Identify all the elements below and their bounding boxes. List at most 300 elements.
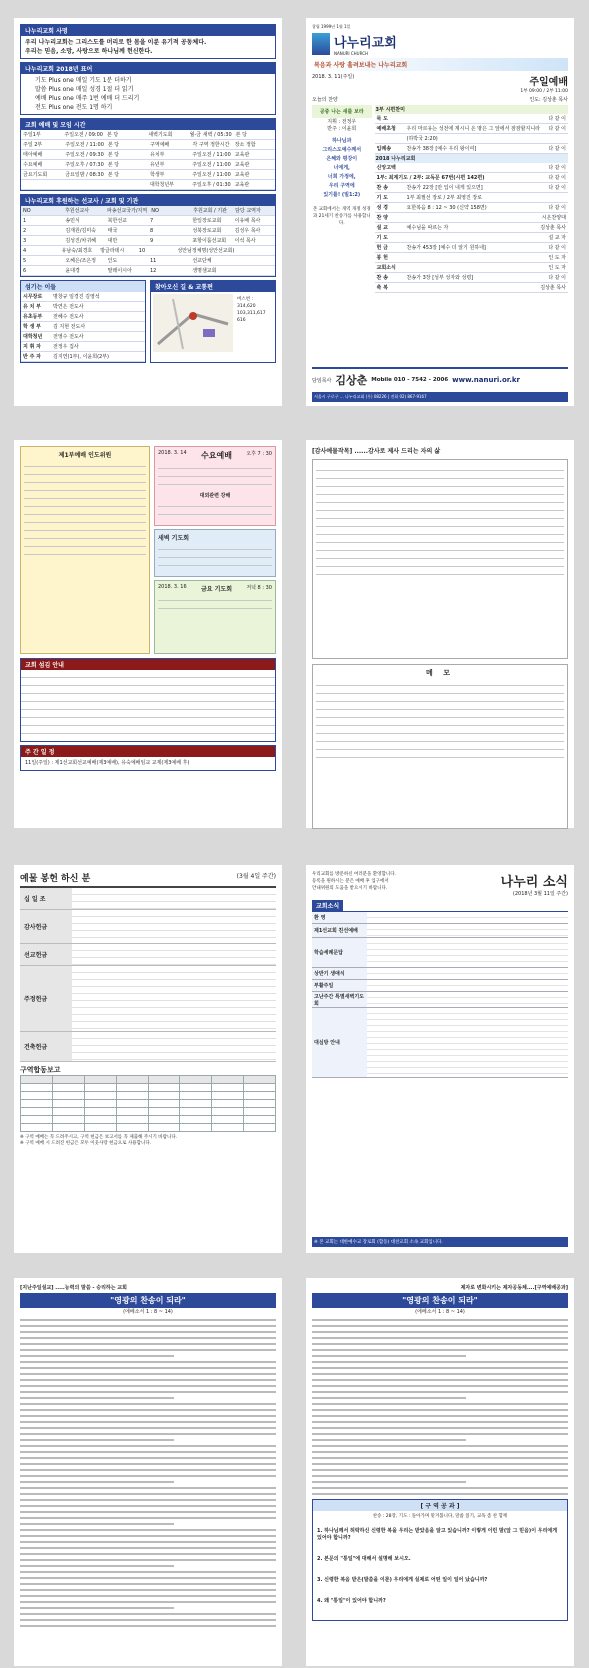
partners-header [21, 206, 275, 216]
worship-cell [63, 184, 105, 186]
order-item: 성 경 [376, 205, 388, 211]
partner-cell: 선교단체 [192, 258, 212, 264]
worship-cell [21, 184, 63, 186]
worship-cell: 유치부 [150, 152, 165, 158]
worship-cell: 주일오전 / 09:00 [64, 132, 103, 138]
partners-head-cell: NO [23, 207, 31, 214]
tagline: 복음과 사랑 흘려보내는 나누리교회 [312, 58, 568, 71]
order-item: 헌 금 [376, 245, 388, 251]
text-line [312, 1457, 568, 1459]
blurb-line: 있기를! (빌1:2) [323, 192, 361, 198]
order-person: 시온찬양대 [541, 215, 566, 221]
partner-cell [233, 260, 275, 262]
order-person: 다 같 이 [548, 116, 566, 122]
partner-cell: 송민식 [65, 218, 80, 224]
news-item [312, 992, 568, 1008]
lesson-label: 제자로 변화시키는 제자공동체....[구역예배공과] [460, 1285, 568, 1291]
news-date: (2018년 3월 11일 주간) [512, 891, 568, 897]
partner-cell: 김성우 목사 [234, 228, 261, 234]
pastor-name: 김상춘 [335, 374, 368, 387]
worship-cell: 본 당 [107, 172, 120, 178]
order-item [375, 138, 405, 140]
text-line [312, 1475, 568, 1477]
offering-category [20, 888, 276, 910]
partner-cell: 오혜은/조은정 [65, 258, 96, 264]
order-row [375, 173, 568, 183]
worship-cell: 각 구역 정한시간 [192, 142, 230, 148]
text-line [312, 1343, 568, 1345]
partner-cell: 11 [149, 257, 157, 264]
text-line [312, 1325, 568, 1327]
news-item-body [367, 912, 568, 923]
blurb-line: 은혜와 평강이 [326, 156, 358, 162]
left-foot: 본 교회에서는 개역 개정 성경과 21세기 찬송가를 사용합니다. [312, 207, 371, 226]
memo-box[interactable] [312, 664, 568, 829]
news-item [312, 924, 568, 938]
order-item: 찬 송 [376, 275, 388, 281]
order-person: 다 같 이 [548, 245, 566, 251]
text-line [20, 1355, 174, 1357]
news-item-label: 부활주일 [312, 980, 367, 991]
order-row [375, 114, 568, 124]
dawn2-title: 새벽 기도회 [158, 535, 190, 542]
order-row [375, 243, 568, 253]
text-line [20, 1595, 276, 1597]
text-line [312, 1463, 568, 1465]
staff-row [21, 322, 145, 332]
order-person: 다 같 이 [548, 165, 566, 171]
partner-cell: 유남숙/최경호 [61, 248, 93, 254]
text-line [20, 1319, 276, 1321]
partner-cell: 1 [23, 217, 27, 224]
text-line [20, 1385, 276, 1387]
order-item: 기 도 [376, 235, 388, 241]
text-line [20, 1541, 276, 1543]
order-detail: 1부 최필선 장로 / 2부 최영진 장로 [406, 195, 483, 201]
order-row [375, 213, 568, 223]
partner-row [21, 236, 275, 246]
worship-row [21, 130, 275, 140]
text-line [312, 1445, 568, 1447]
offering-category-label: 십 일 조 [20, 888, 72, 909]
staff-row [21, 342, 145, 352]
text-line [312, 1367, 568, 1369]
text-line [312, 1403, 568, 1405]
partner-cell: 한일장로교회 [192, 218, 222, 224]
news-item-body [367, 968, 568, 979]
worship-row [21, 170, 275, 180]
text-line [312, 1349, 568, 1351]
offering-category-label: 감사헌금 [20, 910, 72, 943]
text-line [312, 1451, 568, 1453]
staff-names: 김지연(1부), 이윤희(2부) [53, 354, 109, 360]
worship-cell: 수요예배 [23, 162, 43, 168]
text-line [20, 1439, 174, 1441]
order-person: 다 같 이 [548, 146, 566, 152]
offering-names [72, 944, 276, 965]
partner-row [21, 256, 275, 266]
offering-names [72, 1032, 276, 1061]
text-line [312, 1415, 568, 1417]
staff-role: 유 치 부 [23, 304, 41, 310]
partner-cell: 성안님정체명(성안선교회) [177, 248, 235, 254]
worship-cell: 본 당 [107, 162, 120, 168]
order-item: 묵 도 [376, 116, 388, 122]
offering-category-label: 선교헌금 [20, 944, 72, 965]
text-line [20, 1337, 276, 1339]
order1-label: 3부 시편찬미 [375, 105, 568, 114]
worship-cell: 새벽기도회 [148, 132, 173, 138]
news-item-body [367, 924, 568, 937]
news-item-label: 상반기 생애식 [312, 968, 367, 979]
order-detail: 요한복음 8 : 12 ~ 30 (신약 158면) [406, 205, 487, 211]
partner-cell: 7 [149, 217, 154, 224]
worship-times-title: 교회 예배 및 모임 시간 [21, 119, 275, 130]
staff-title: 섬기는 이들 [21, 281, 145, 292]
text-line [312, 1355, 466, 1357]
partner-cell: 방글라데시 [100, 248, 125, 254]
worship-cell: 본 당 [235, 132, 247, 138]
partner-cell: 포항이룸선교회 [192, 238, 227, 244]
news-item-body [367, 1008, 568, 1077]
partner-cell [233, 270, 275, 272]
staff-row [21, 292, 145, 302]
church-name: 나누리교회 [334, 36, 397, 51]
blurb-line: 우리 구역에 [328, 183, 355, 189]
staff-names: 박연은 전도사 [53, 304, 84, 310]
worship-cell: 주일 2부 [23, 142, 43, 148]
serving-title: 교회 섬김 안내 [21, 659, 275, 670]
worship-cell: 구역예배 [150, 142, 170, 148]
partner-cell: 대만 [107, 238, 118, 244]
order-row [375, 124, 568, 134]
text-line [20, 1613, 276, 1615]
mission-line: 우리 나누리교회는 그리스도를 머리로 한 몸을 이룬 유기적 공동체다. [25, 39, 207, 46]
worship-cell: 대학청년부 [149, 182, 174, 188]
text-line [20, 1445, 276, 1447]
order-person: 다 같 이 [548, 175, 566, 181]
wed-service-box [154, 446, 276, 526]
text-line [312, 1421, 568, 1423]
mission-section [20, 24, 276, 59]
order-person: 다 같 이 [548, 185, 566, 191]
text-line [20, 1583, 276, 1585]
partner-cell: 성북장로교회 [192, 228, 222, 234]
staff-role: 유초등부 [23, 314, 43, 320]
text-line [20, 1571, 276, 1573]
lesson-question: 1. 하나님께서 허락하신 신령한 복을 우리는 받았음을 알고 있습니까? 이렇게 이런 말(앞 그 믿음)이 우리에게 있어야 합니까? [317, 1528, 558, 1541]
left-item: 지휘 : 전정우 [327, 119, 357, 125]
worship-cell: 본 당 [107, 152, 120, 158]
partner-cell: 생명샘교회 [192, 268, 217, 274]
text-line [20, 1409, 276, 1411]
text-line [20, 1397, 174, 1399]
order-detail: 찬송가 453장 [예수 더 알기 원하네] [406, 245, 486, 251]
text-line [312, 1493, 568, 1495]
text-line [20, 1481, 174, 1483]
worship-times-section [20, 118, 276, 191]
text-line [20, 1493, 276, 1495]
worship-cell: 주일오전 / 11:00 [65, 142, 104, 148]
text-line [312, 1379, 568, 1381]
wed-date: 2018. 3. 14 [158, 450, 187, 456]
order-row [375, 223, 568, 233]
mobile: Mobile 010 - 7542 - 2006 [371, 377, 449, 383]
partner-cell: 이유배 목사 [234, 218, 261, 224]
order-item: 봉 헌 [376, 255, 388, 261]
lesson-question: 2. 본문의 "통일"에 대해서 설명해 보시오. [317, 1556, 411, 1562]
wed-title: 수요예배 [201, 450, 232, 460]
sermon-label: [지난주일설교] .....능력의 말씀 - 승리하는 교회 [20, 1285, 127, 1291]
order-detail: 찬송가 3장 [성부 성자와 성령] [406, 275, 474, 281]
text-line [312, 1427, 568, 1429]
partner-row [21, 266, 275, 276]
group-report-table [20, 1075, 276, 1132]
text-line [20, 1391, 276, 1393]
text-line [20, 1457, 276, 1459]
worship-cell: 월-금 새벽 / 05:30 [189, 132, 232, 138]
lesson-question: 3. 신령한 복음 받은(말씀을 이룬) 우리에게 실제로 어떤 일이 일어 났습니까? [317, 1577, 488, 1583]
motto-item: 예배 Plus one 매주 1번 예배 더 드리기 [35, 95, 140, 102]
offering-category [20, 910, 276, 944]
partners-title: 나누리교회 후원하는 선교사 / 교회 및 기관 [21, 195, 275, 206]
week-title: 주 간 일 정 [21, 746, 275, 757]
text-line [312, 1481, 466, 1483]
text-line [20, 1343, 276, 1345]
partner-cell: 김재원/김미숙 [65, 228, 96, 234]
text-line [20, 1421, 276, 1423]
text-line [20, 1553, 276, 1555]
map-section [150, 280, 276, 363]
sermon-ref: (에베소서 1 : 8 ~ 14) [123, 1309, 173, 1315]
news-item-label: 환 영 [312, 912, 367, 923]
text-line [312, 1391, 568, 1393]
order-detail [405, 257, 542, 259]
text-line [20, 1547, 276, 1549]
order-person: 김상춘 목사 [540, 225, 566, 231]
worship-cell: 유년부 [150, 162, 165, 168]
bus-line: 314,620 [237, 304, 256, 309]
order-row [375, 134, 568, 144]
text-line [20, 1331, 276, 1333]
order-person: 인 도 자 [548, 265, 566, 271]
order-item: 1부: 최계기도 / 2부: 교독문 67번(시편 142편) [376, 175, 485, 181]
order-item: 입례송 [376, 146, 392, 152]
left-item: 반주 : 이윤희 [327, 126, 357, 132]
blurb-line: 그리스도예수께서 [322, 147, 362, 153]
order-item: 찬 송 [376, 185, 388, 191]
worship-cell: 주일오전 / 11:00 [192, 162, 231, 168]
order-detail [487, 177, 542, 179]
text-line [20, 1475, 276, 1477]
text-line [312, 1337, 568, 1339]
week-line: 11일(주일) : 제1선교회선교예배(제3예배), 유숙예배임교 교제(제3예배 후) [25, 760, 190, 766]
blurb-line: 하나님과 [332, 138, 352, 144]
founded-note: 창립 1999년 1월 1일 [312, 24, 351, 29]
bulletin-page-lesson [306, 1278, 574, 1666]
text-line [312, 1397, 466, 1399]
partner-row [21, 216, 275, 226]
worship-cell: 주일오전 / 11:00 [192, 152, 231, 158]
website-link[interactable]: www.nanuri.or.kr [452, 376, 520, 384]
partners-head-cell: 담당 교역자 [235, 208, 261, 214]
motto-item: 말씀 Plus one 매일 성경 1절 더 읽기 [35, 86, 134, 93]
order-item: 신앙고백 [376, 165, 396, 171]
partner-cell: 북한선교 [107, 218, 127, 224]
order-detail: (하박국 2:20) [406, 136, 438, 142]
partner-cell: 이석 목사 [234, 238, 256, 244]
order-person [542, 138, 568, 140]
news-item-label: 학습세례문답 [312, 938, 367, 967]
staff-names: 김 지현 전도사 [53, 324, 86, 330]
leader: 인도: 김상춘 목사 [529, 97, 568, 103]
motto-title: 나누리교회 2018년 표어 [21, 63, 275, 74]
order-row [375, 283, 568, 293]
text-line [20, 1517, 276, 1519]
worship-cell: 주일오후 / 07:30 [65, 162, 104, 168]
welcome-line: 우리교회를 방문하신 여러분을 환영합니다. [312, 872, 396, 877]
motto-item: 기도 Plus one 매일 기도 1분 더하기 [35, 77, 132, 84]
offering-names [72, 888, 276, 909]
staff-section [20, 280, 146, 363]
mission-title: 나누리교회 사명 [21, 25, 275, 36]
church-name-en: NANURI CHURCH [334, 51, 368, 56]
text-line [312, 1433, 568, 1435]
order2-label: 2018 나누리교회 [375, 154, 568, 163]
news-foot: ※ 본 교회는 대한예수교 장로회 (합동) 대찬교회 소속 교회입니다. [312, 1237, 568, 1247]
fri-date: 2018. 3. 16 [158, 584, 187, 590]
partner-cell: 김성진/차귀혜 [65, 238, 96, 244]
text-line [312, 1373, 568, 1375]
worship-cell: 주일1부 [23, 132, 41, 138]
staff-names: 전영수 전도사 [53, 334, 84, 340]
order-person: 다 같 이 [548, 275, 566, 281]
bulletin-page-news [306, 865, 574, 1253]
serving-section [20, 658, 276, 742]
offering-week: (3월 4일 주간) [236, 873, 276, 880]
staff-row [21, 302, 145, 312]
partner-cell: 윤대경 [65, 268, 80, 274]
text-line [20, 1349, 276, 1351]
prayer-title: [감사예물작목] ......감사로 제사 드리는 자의 삶 [312, 448, 441, 455]
order-item: 설 교 [376, 225, 388, 231]
map-illustration [153, 294, 233, 352]
text-line [312, 1319, 568, 1321]
news-item [312, 912, 568, 924]
partner-cell: 3 [23, 237, 27, 244]
partners-head-cell: 후원선교사 [64, 208, 90, 214]
partner-row [21, 226, 275, 236]
partner-cell: 4 [23, 247, 27, 254]
order-row [375, 203, 568, 213]
staff-row [21, 352, 145, 362]
order-detail: 우리 마르유는 성전에 계시니 온 땅은 그 앞에서 잠잠할지니라 [406, 126, 540, 132]
news-title: 나누리 소식 [500, 875, 568, 890]
order-row [375, 233, 568, 243]
partner-cell: 5 [23, 257, 27, 264]
text-line [20, 1529, 276, 1531]
order-detail [405, 167, 542, 169]
left-verse: 공중 나는 새를 보라 [312, 105, 372, 118]
partner-cell: 10 [138, 247, 146, 254]
staff-row [21, 332, 145, 342]
text-line [20, 1379, 276, 1381]
order-item: 찬 양 [376, 215, 388, 221]
text-line [20, 1469, 276, 1471]
blurb-line: 너에게, [333, 165, 350, 171]
fri-box [154, 580, 276, 654]
week-schedule [20, 745, 276, 771]
bulletin-page-schedule [14, 440, 282, 828]
offering-category-label: 건축헌금 [20, 1032, 72, 1061]
staff-role: 반 주 자 [23, 354, 41, 360]
order-detail: 찬송가 38장 [예수 우리 왕이여] [406, 146, 477, 152]
order-item: 예배초청 [376, 126, 396, 132]
text-line [20, 1589, 276, 1591]
sermon-title: "영광의 찬송이 되라" [20, 1293, 276, 1308]
offering-category [20, 966, 276, 1032]
order-person: 다 같 이 [548, 205, 566, 211]
order-detail: 예수님을 따르는 자 [406, 225, 449, 231]
staff-row [21, 312, 145, 322]
service-title: 주일예배 [529, 77, 568, 88]
offering-category [20, 1032, 276, 1062]
partner-cell: 12 [149, 267, 157, 274]
text-line [20, 1559, 276, 1561]
service-times: 1부 09:00 / 2부 11:00 [520, 89, 568, 94]
order-row [375, 263, 568, 273]
lesson-title: "영광의 찬송이 되라" [312, 1293, 568, 1308]
worship-cell [106, 184, 148, 186]
order-item: 축 복 [376, 285, 388, 291]
order-person: 인 도 자 [548, 255, 566, 261]
lesson-ref: (에베소서 1 : 8 ~ 14) [415, 1309, 465, 1315]
order-person: 설 교 자 [548, 235, 566, 241]
group-note: ※ 구역 예배는 꼭 드려주시고, 구역 헌금은 보고서를 꼭 제출해 주시기 바랍니다. [20, 1135, 178, 1140]
text-line [20, 1373, 276, 1375]
partner-cell: 말레이시아 [107, 268, 132, 274]
partners-head-cell: NO [151, 207, 159, 214]
partner-cell: 인도 [107, 258, 118, 264]
bulletin-page-offerings [14, 865, 282, 1253]
order-person [542, 197, 568, 199]
worship-cell: 교육관 [234, 172, 250, 178]
order-person: 김상춘 목사 [540, 285, 566, 291]
staff-names: 전정우 집사 [53, 344, 79, 350]
news-label: 교회소식 [312, 900, 343, 911]
worship-cell: 본 당 [107, 142, 120, 148]
news-item-label: 대심방 안내 [312, 1008, 367, 1077]
text-line [20, 1619, 276, 1621]
pastor-label: 담임목사 [312, 377, 332, 384]
text-line [20, 1565, 174, 1567]
text-line [20, 1463, 276, 1465]
text-line [20, 1451, 276, 1453]
fri-title: 금요 기도회 [200, 586, 233, 593]
text-line [20, 1403, 276, 1405]
order-detail: 찬송가 22장 [만 입이 내게 있으면] [406, 185, 483, 191]
offering-title: 예물 봉헌 하신 분 [20, 874, 91, 884]
worship-row [21, 150, 275, 160]
worship-cell: 교육관 [234, 162, 250, 168]
text-line [20, 1625, 276, 1627]
worship-cell: 장소 정함 [234, 142, 256, 148]
motto-item: 전도 Plus one 전도 1명 하기 [35, 104, 113, 111]
order-item: 교회소식 [376, 265, 396, 271]
order-detail [405, 118, 542, 120]
text-line [20, 1367, 276, 1369]
welcome-line: 등록을 원하시는 분은 예배 후 입구에서 [312, 879, 389, 884]
